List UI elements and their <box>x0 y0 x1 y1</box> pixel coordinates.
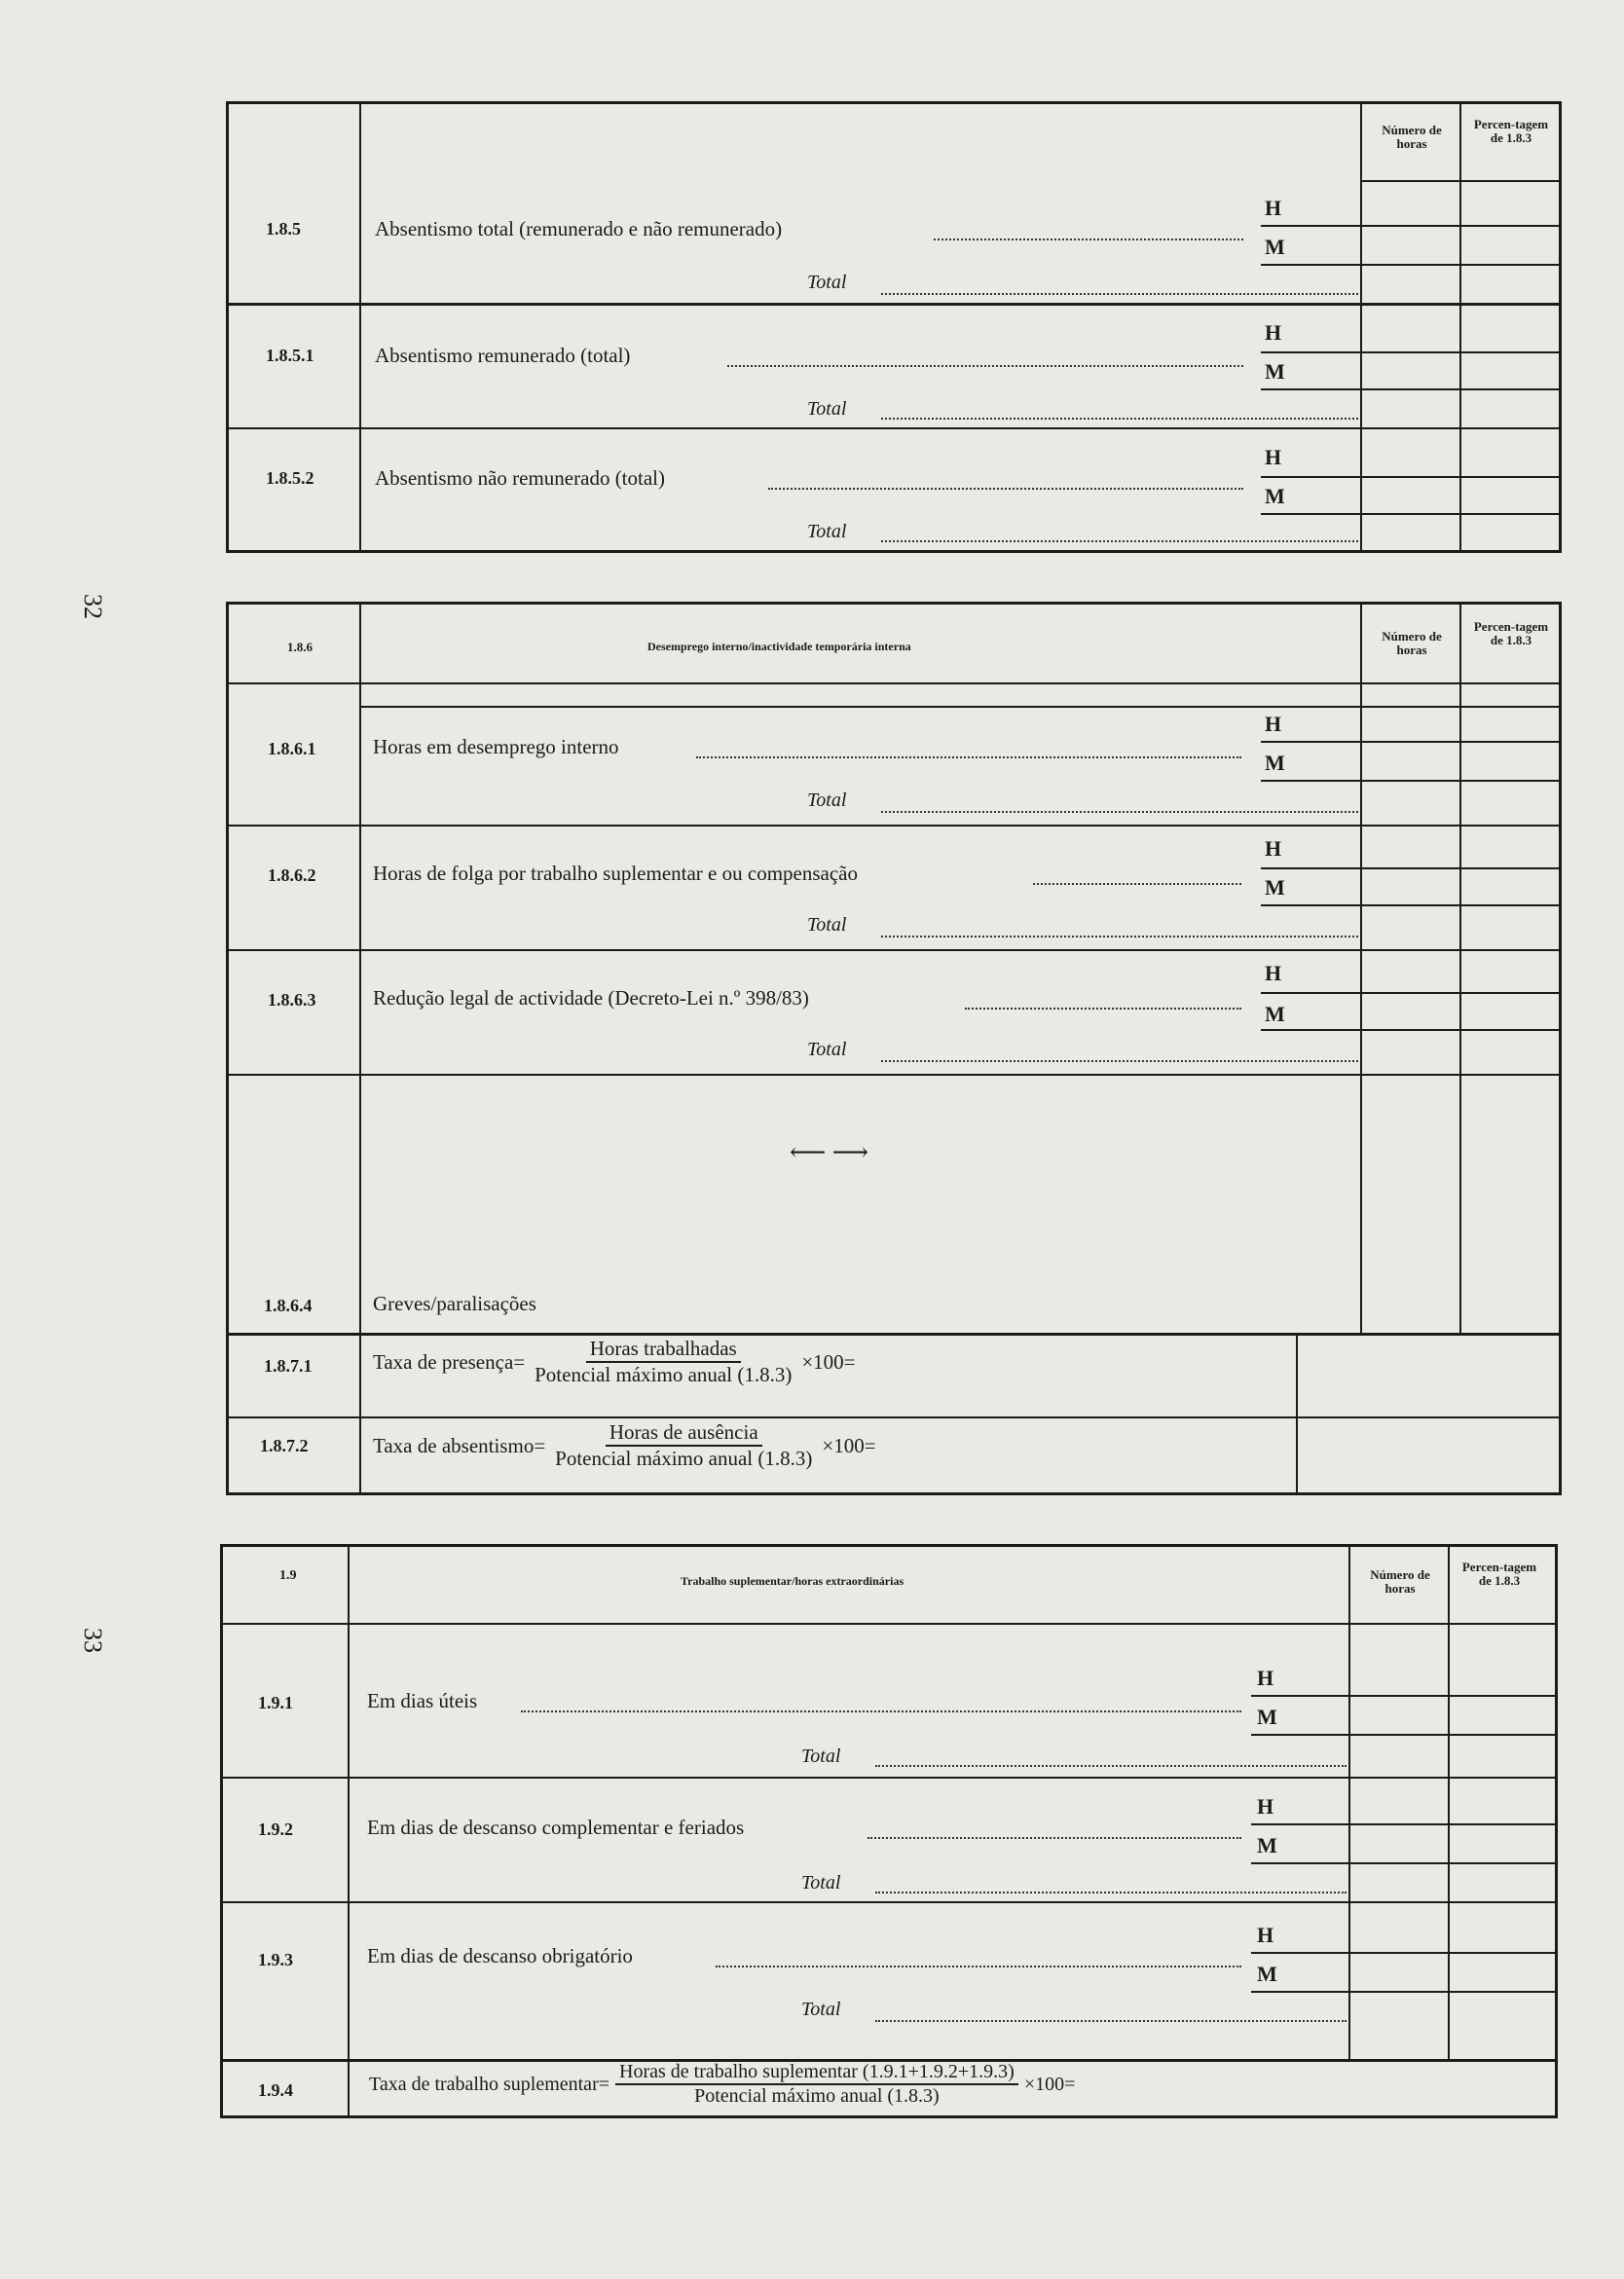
row-label: Absentismo não remunerado (total) <box>375 466 665 490</box>
row-label: Absentismo remunerado (total) <box>375 344 631 367</box>
h-label: H <box>1265 320 1282 345</box>
rate-numerator: Horas de ausência <box>606 1420 762 1447</box>
total-label: Total <box>807 398 847 420</box>
absence-rate-formula <box>373 1420 876 1471</box>
row-label: Redução legal de actividade (Decreto-Lei n.º 398/83) <box>373 986 809 1010</box>
m-label: M <box>1265 875 1285 900</box>
column-header-percentage: Percen-tagem de 1.8.3 <box>1473 117 1549 145</box>
m-label: M <box>1257 1962 1277 1986</box>
h-label: H <box>1265 961 1282 985</box>
m-label: M <box>1265 235 1285 259</box>
row-label: Horas em desemprego interno <box>373 735 619 758</box>
h-label: H <box>1265 445 1282 469</box>
presence-rate-formula <box>373 1337 856 1387</box>
row-code: 1.8.6.2 <box>268 865 316 885</box>
section-title: Desemprego interno/inactividade temporária interna <box>647 640 911 653</box>
section-code: 1.9 <box>279 1568 297 1583</box>
rate-code: 1.8.7.1 <box>264 1356 313 1376</box>
page-number-bottom: 33 <box>79 1628 107 1653</box>
row-code: 1.8.5 <box>266 219 301 239</box>
row-code: 1.9.3 <box>258 1950 293 1969</box>
total-label: Total <box>807 914 847 936</box>
total-label: Total <box>807 790 847 811</box>
total-label: Total <box>801 1872 841 1893</box>
rate-multiplier: ×100= <box>801 1349 856 1374</box>
section-code: 1.8.6 <box>287 640 313 654</box>
row-label: Em dias úteis <box>367 1689 478 1712</box>
column-header-percentage: Percen-tagem de 1.8.3 <box>1473 619 1549 647</box>
rate-label: Taxa de presença= <box>373 1349 526 1374</box>
m-label: M <box>1265 359 1285 384</box>
rate-code: 1.9.4 <box>258 2080 293 2100</box>
supplementary-rate-formula <box>369 2061 1075 2108</box>
row-code: 1.8.6.1 <box>268 739 316 758</box>
m-label: M <box>1257 1833 1277 1857</box>
total-label: Total <box>801 1746 841 1767</box>
row-label: Em dias de descanso complementar e feriados <box>367 1816 745 1839</box>
h-label: H <box>1257 1794 1274 1819</box>
h-label: H <box>1257 1923 1274 1947</box>
rate-numerator: Horas de trabalho suplementar (1.9.1+1.9.2+1.9.3) <box>615 2061 1018 2085</box>
column-header-number-of-hours: Número de horas <box>1370 1567 1430 1596</box>
row-label: Em dias de descanso obrigatório <box>367 1944 633 1967</box>
row-label: Horas de folga por trabalho suplementar e ou compensação <box>373 862 858 885</box>
row-code: 1.9.1 <box>258 1693 293 1712</box>
h-label: H <box>1265 712 1282 736</box>
row-label: Absentismo total (remunerado e não remunerado) <box>375 217 783 240</box>
rate-numerator: Horas trabalhadas <box>586 1337 741 1363</box>
rate-denominator: Potencial máximo anual (1.8.3) <box>535 1363 793 1386</box>
m-label: M <box>1257 1705 1277 1729</box>
row-label: Greves/paralisações <box>373 1292 536 1315</box>
total-label: Total <box>807 521 847 542</box>
rate-denominator: Potencial máximo anual (1.8.3) <box>694 2085 940 2107</box>
column-header-number-of-hours: Número de horas <box>1382 123 1442 151</box>
total-label: Total <box>807 272 847 293</box>
total-label: Total <box>807 1039 847 1060</box>
column-header-percentage: Percen-tagem de 1.8.3 <box>1461 1560 1537 1588</box>
m-label: M <box>1265 1002 1285 1026</box>
page-number-top: 32 <box>79 594 107 619</box>
rate-multiplier: ×100= <box>1023 2073 1076 2095</box>
rate-code: 1.8.7.2 <box>260 1436 309 1455</box>
desemprego-table <box>226 602 1562 1495</box>
rate-label: Taxa de trabalho suplementar= <box>369 2073 610 2095</box>
row-code: 1.8.6.4 <box>264 1296 313 1315</box>
fold-arrows: ⟵ ⟶ <box>790 1138 869 1166</box>
h-label: H <box>1265 196 1282 220</box>
row-code: 1.8.6.3 <box>268 990 316 1010</box>
h-label: H <box>1265 836 1282 861</box>
h-label: H <box>1257 1666 1274 1690</box>
row-code: 1.8.5.2 <box>266 468 314 488</box>
rate-denominator: Potencial máximo anual (1.8.3) <box>555 1447 813 1470</box>
absentismo-table <box>226 101 1562 553</box>
row-code: 1.9.2 <box>258 1820 293 1839</box>
suplementar-table <box>220 1544 1558 2118</box>
column-header-number-of-hours: Número de horas <box>1382 629 1442 657</box>
section-title: Trabalho suplementar/horas extraordinárias <box>681 1574 904 1588</box>
total-label: Total <box>801 1999 841 2020</box>
rate-label: Taxa de absentismo= <box>373 1433 546 1457</box>
m-label: M <box>1265 751 1285 775</box>
m-label: M <box>1265 484 1285 508</box>
row-code: 1.8.5.1 <box>266 346 314 365</box>
rate-multiplier: ×100= <box>822 1433 876 1457</box>
